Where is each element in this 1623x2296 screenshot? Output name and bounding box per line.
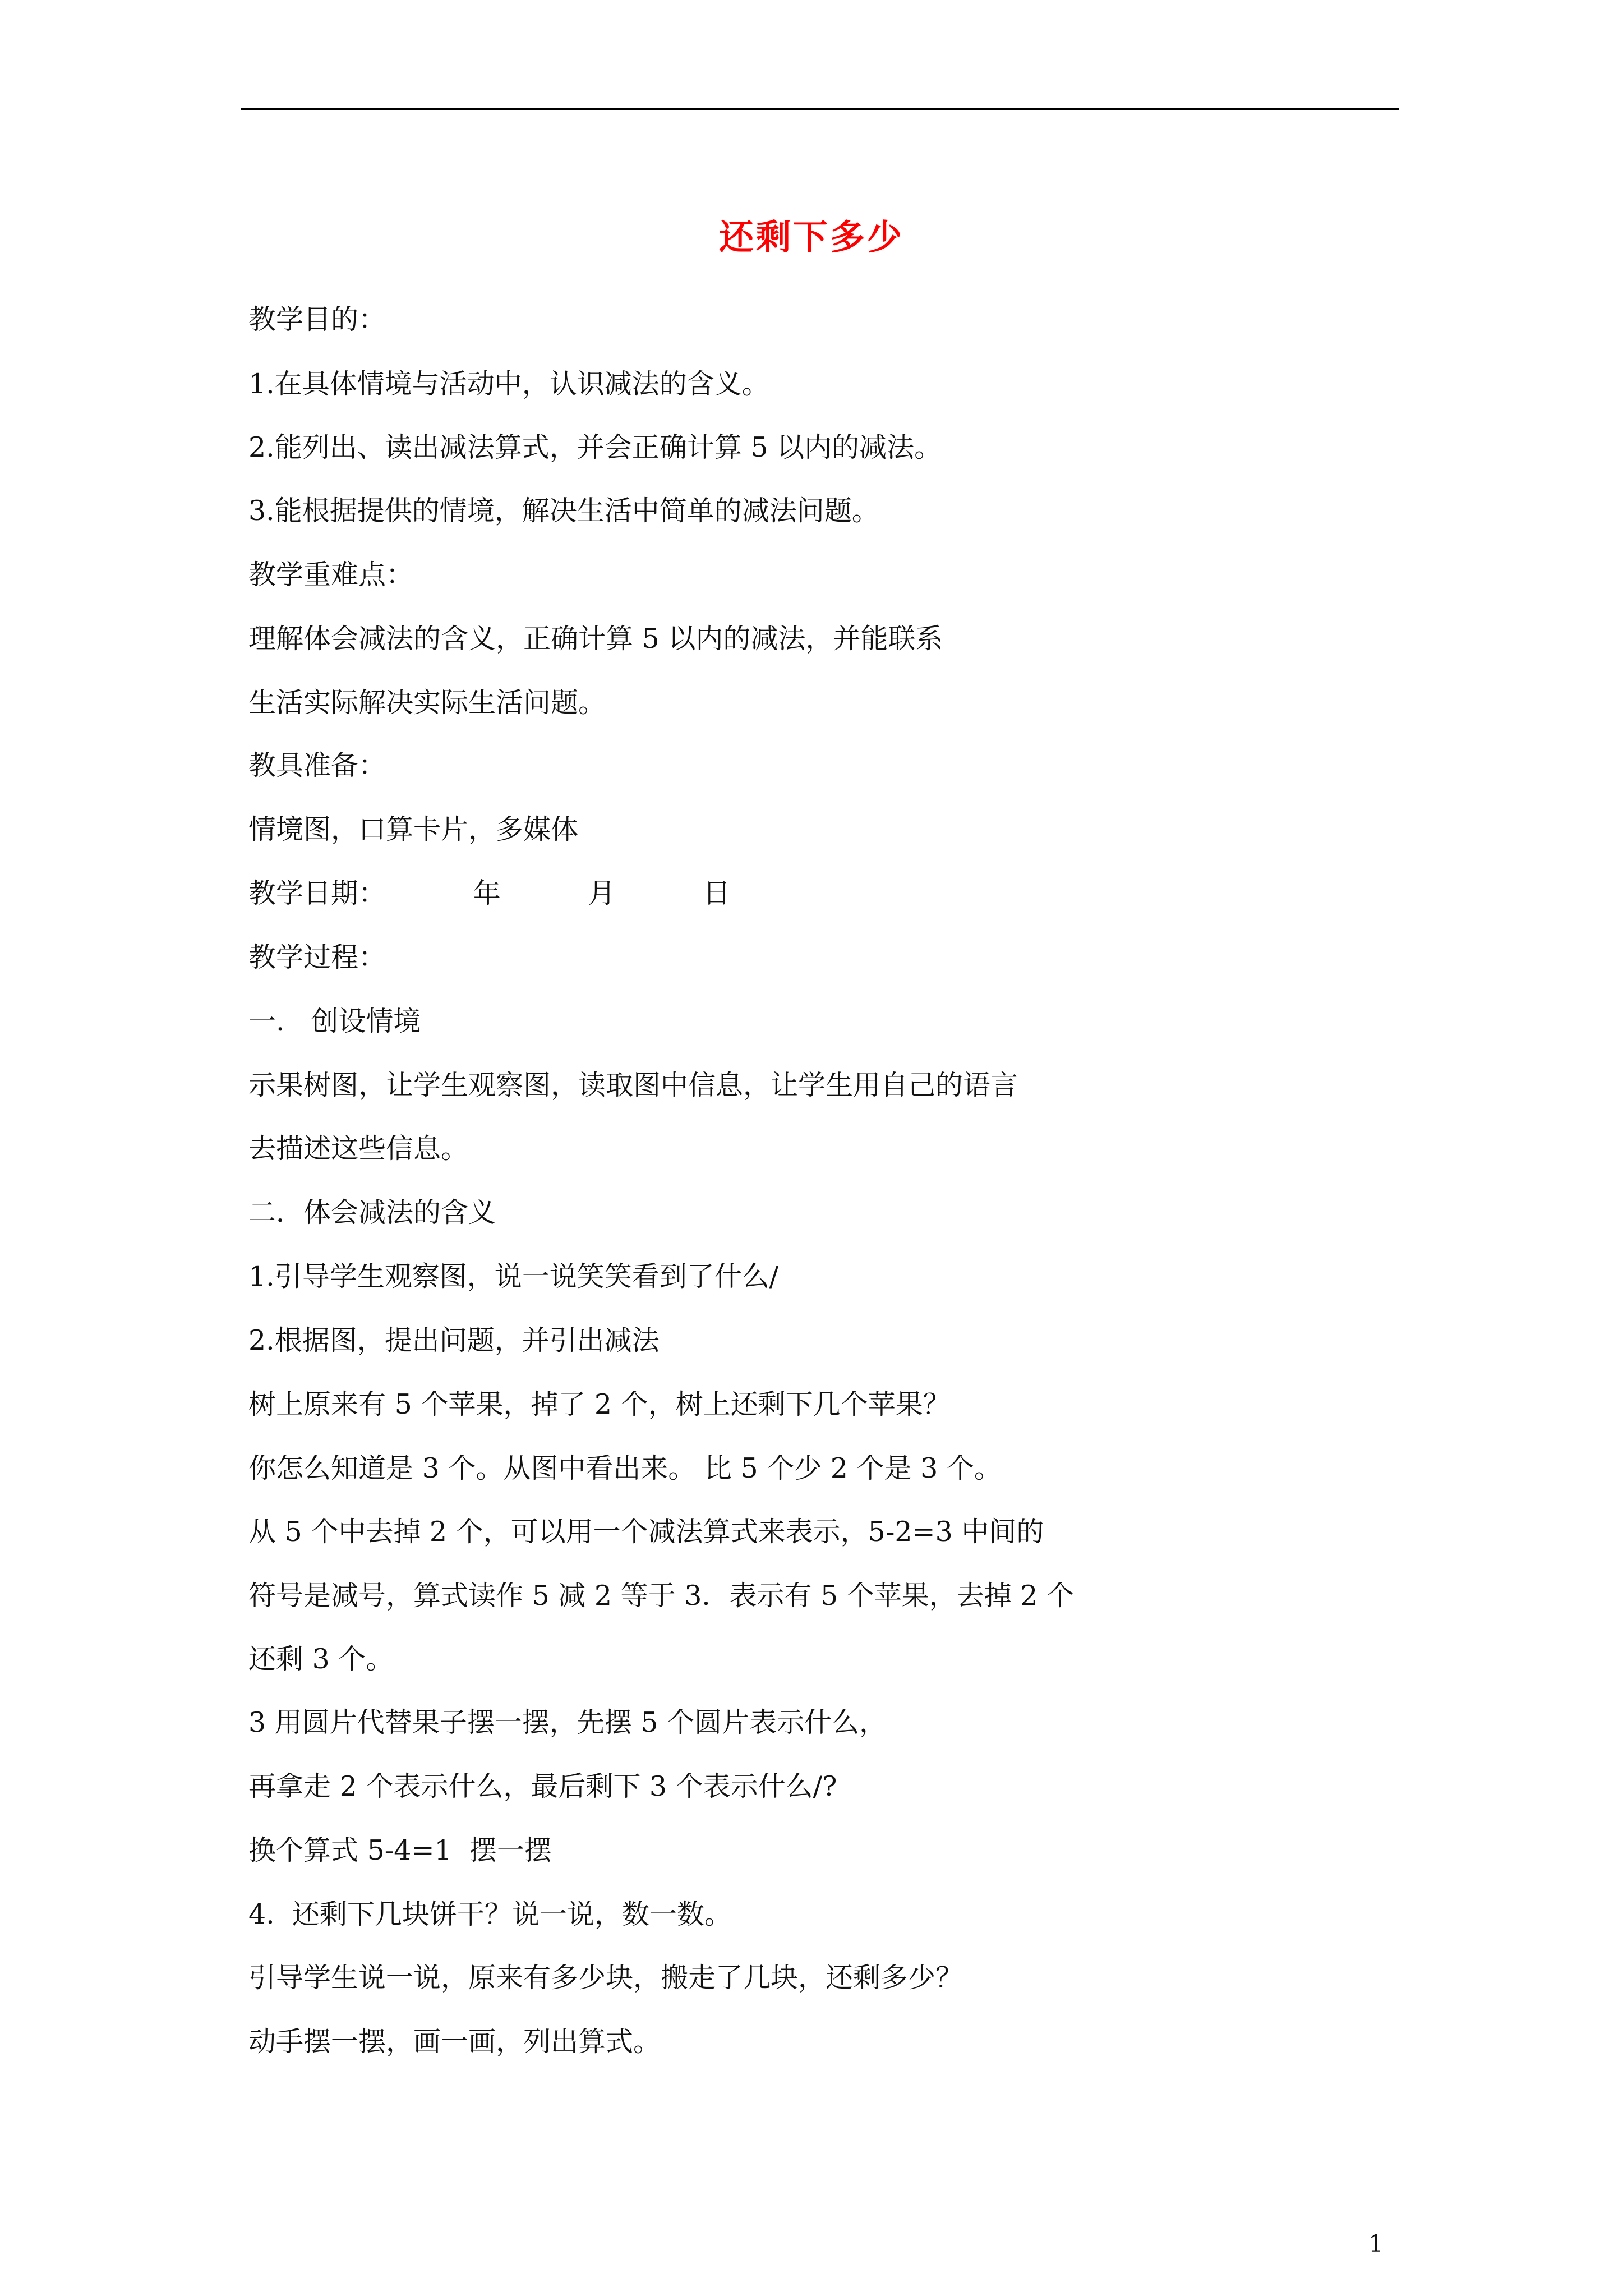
paragraph-line: 理解体会减法的含义，正确计算 5 以内的减法，并能联系	[248, 623, 943, 655]
paragraph-line: 生活实际解决实际生活问题。	[248, 687, 606, 719]
paragraph-line: 示果树图，让学生观察图，读取图中信息，让学生用自己的语言	[248, 1069, 1018, 1101]
paragraph-line: 你怎么知道是 3 个。从图中看出来。 比 5 个少 2 个是 3 个。	[248, 1452, 1002, 1484]
paragraph-line: 还剩 3 个。	[248, 1643, 394, 1675]
paragraph-line: 2.能列出、读出减法算式，并会正确计算 5 以内的减法。	[248, 431, 942, 463]
paragraph-line: 动手摆一摆，画一画，列出算式。	[248, 2026, 661, 2058]
document-title: 还剩下多少	[718, 217, 904, 257]
paragraph-line: 符号是减号，算式读作 5 减 2 等于 3．表示有 5 个苹果，去掉 2 个	[248, 1580, 1075, 1612]
teaching-date-line: 教学日期： 年 月 日	[248, 877, 731, 909]
paragraph-line: 引导学生说一说，原来有多少块，搬走了几块，还剩多少？	[248, 1962, 963, 1994]
paragraph-line: 换个算式 5-4=1 摆一摆	[248, 1834, 552, 1866]
paragraph-line: 树上原来有 5 个苹果，掉了 2 个，树上还剩下几个苹果？	[248, 1388, 951, 1420]
section-heading-key-points: 教学重难点：	[248, 559, 414, 591]
header-rule	[241, 108, 1399, 110]
paragraph-line: 1.在具体情境与活动中，认识减法的含义。	[248, 368, 769, 400]
subsection-heading: 一. 创设情境	[248, 1005, 421, 1037]
paragraph-line: 2.根据图，提出问题，并引出减法	[248, 1324, 660, 1356]
section-heading-objectives: 教学目的：	[248, 303, 386, 335]
paragraph-line: 1.引导学生观察图，说一说笑笑看到了什么/	[248, 1260, 779, 1292]
paragraph-line: 4. 还剩下几块饼干？说一说，数一数。	[248, 1898, 732, 1930]
paragraph-line: 情境图，口算卡片，多媒体	[248, 813, 579, 845]
section-heading-materials: 教具准备：	[248, 749, 386, 781]
paragraph-line: 3 用圆片代替果子摆一摆，先摆 5 个圆片表示什么，	[248, 1706, 887, 1738]
paragraph-line: 3.能根据提供的情境，解决生活中简单的减法问题。	[248, 495, 879, 527]
page-number: 1	[1368, 2230, 1384, 2257]
paragraph-line: 去描述这些信息。	[248, 1133, 469, 1165]
paragraph-line: 从 5 个中去掉 2 个，可以用一个减法算式来表示，5-2=3 中间的	[248, 1516, 1044, 1548]
subsection-heading: 二．体会减法的含义	[248, 1197, 496, 1228]
section-heading-process: 教学过程：	[248, 941, 386, 973]
paragraph-line: 再拿走 2 个表示什么，最后剩下 3 个表示什么/?	[248, 1770, 837, 1802]
